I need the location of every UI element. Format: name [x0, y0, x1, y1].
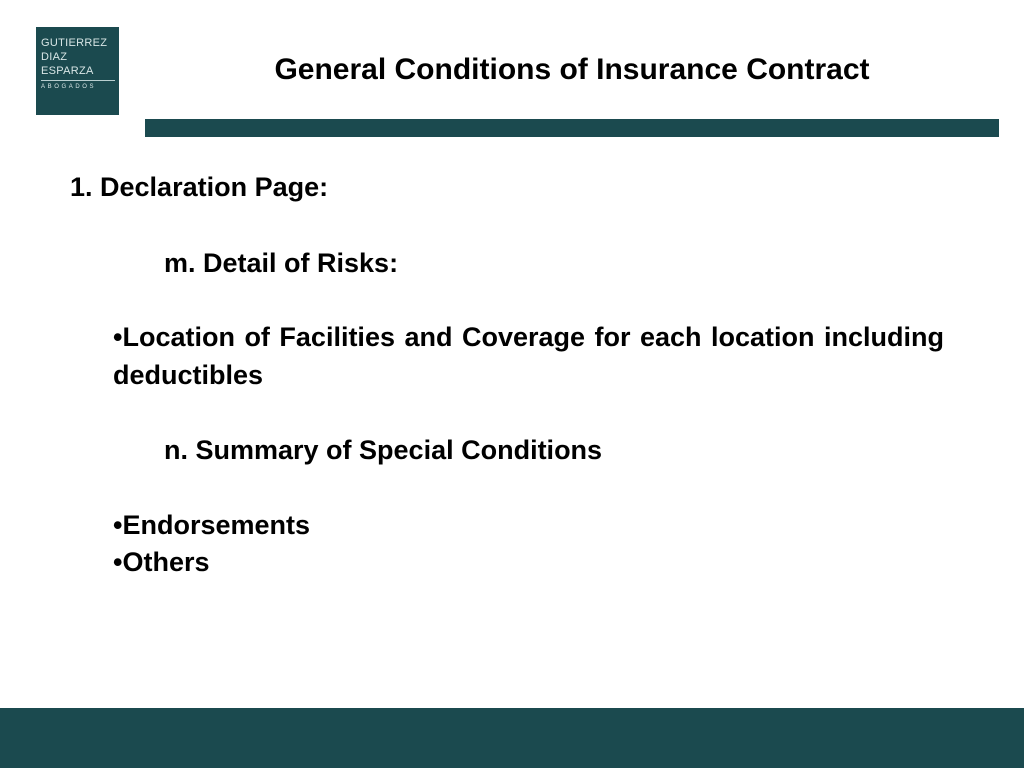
bullet-endorsements: •Endorsements	[113, 510, 311, 540]
footer-bar	[0, 708, 1024, 768]
logo-line-esparza: ESPARZA	[41, 65, 94, 77]
logo-divider	[41, 80, 115, 81]
subsection-summary-special-conditions: n. Summary of Special Conditions	[164, 435, 603, 465]
company-logo	[36, 27, 119, 115]
logo-line-diaz: DIAZ	[41, 51, 68, 63]
subsection-detail-of-risks: m. Detail of Risks:	[164, 248, 399, 278]
bullet-location-of-facilities: •Location of Facilities and Coverage for each location including deductibles	[113, 322, 944, 390]
section-heading: 1. Declaration Page:	[70, 172, 329, 202]
bullet-others: •Others	[113, 547, 210, 577]
logo-line-gutierrez: GUTIERREZ	[41, 37, 108, 49]
slide-title: General Conditions of Insurance Contract	[274, 53, 870, 86]
title-underline-bar	[145, 119, 999, 137]
logo-subtitle: ABOGADOS	[41, 84, 97, 90]
